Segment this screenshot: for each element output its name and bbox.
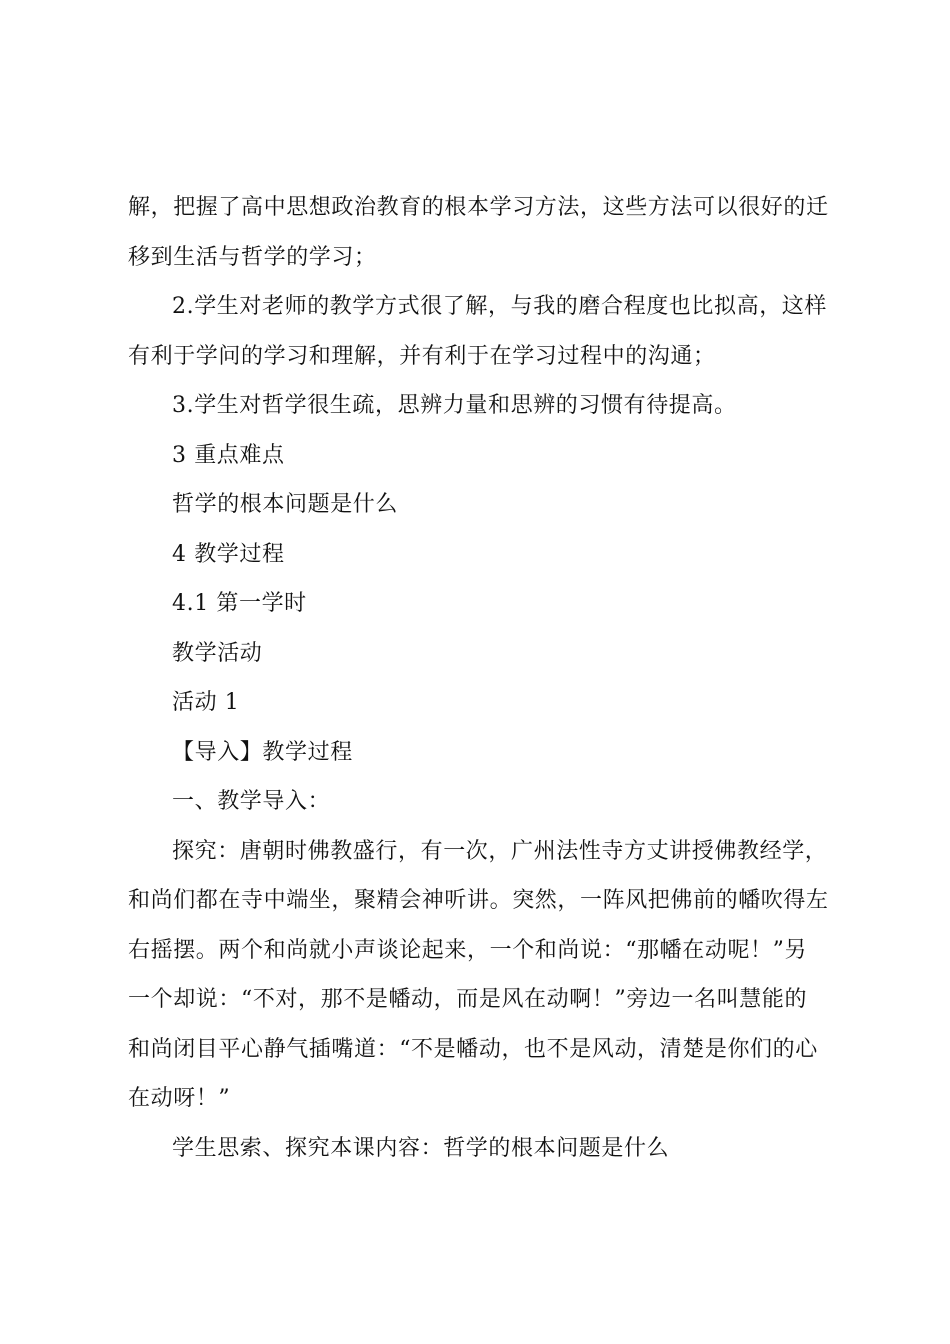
text-line: 一、教学导入： xyxy=(172,789,331,814)
paragraph-student-inquiry xyxy=(128,1124,832,1174)
text-line: 3.学生对哲学很生疏，思辨力量和思辨的习惯有待提高。 xyxy=(172,393,737,418)
text-line: 一个却说：“不对，那不是幡动，而是风在动啊！”旁边一名叫慧能的 xyxy=(128,987,808,1012)
text-line: 移到生活与哲学的学习； xyxy=(128,244,377,270)
text-line: 右摇摆。两个和尚就小声谈论起来，一个和尚说：“那幡在动呢！”另 xyxy=(128,937,808,963)
paragraph-item-3 xyxy=(128,381,832,431)
text-line: 4 教学过程 xyxy=(172,541,285,567)
paragraph-story xyxy=(128,827,832,1124)
text-line: 学生思索、探究本课内容：哲学的根本问题是什么 xyxy=(172,1135,670,1161)
text-line: 探究：唐朝时佛教盛行，有一次，广州法性寺方丈讲授佛教经学， xyxy=(172,838,828,864)
text-line: 和尚们都在寺中端坐，聚精会神听讲。突然，一阵风把佛前的幡吹得左 xyxy=(128,888,829,913)
paragraph-key-question xyxy=(128,480,832,530)
heading-lesson-intro xyxy=(128,777,832,827)
text-line: 和尚闭目平心静气插嘴道：“不是幡动，也不是风动，清楚是你们的心 xyxy=(128,1036,818,1062)
text-line: 解，把握了高中思想政治教育的根本学习方法，这些方法可以很好的迁 xyxy=(128,195,829,220)
heading-teaching-process xyxy=(128,530,832,580)
paragraph-item-2 xyxy=(128,282,832,381)
heading-first-period xyxy=(128,579,832,629)
heading-teaching-activity xyxy=(128,629,832,679)
text-line: 教学活动 xyxy=(172,640,263,666)
text-line: 3 重点难点 xyxy=(172,442,285,468)
text-line: 4.1 第一学时 xyxy=(172,591,307,616)
paragraph-prior-knowledge xyxy=(128,183,832,282)
document-body xyxy=(128,183,832,1173)
text-line: 有利于学问的学习和理解，并有利于在学习过程中的沟通； xyxy=(128,343,716,369)
text-line: 哲学的根本问题是什么 xyxy=(172,492,399,517)
text-line: 在动呀！” xyxy=(128,1086,231,1111)
text-line: 活动 1 xyxy=(172,690,240,715)
text-line: 2.学生对老师的教学方式很了解，与我的磨合程度也比拟高，这样 xyxy=(172,294,827,319)
heading-introduction xyxy=(128,728,832,778)
text-line: 【导入】教学过程 xyxy=(172,739,353,765)
heading-key-difficulties xyxy=(128,431,832,481)
heading-activity-1 xyxy=(128,678,832,728)
